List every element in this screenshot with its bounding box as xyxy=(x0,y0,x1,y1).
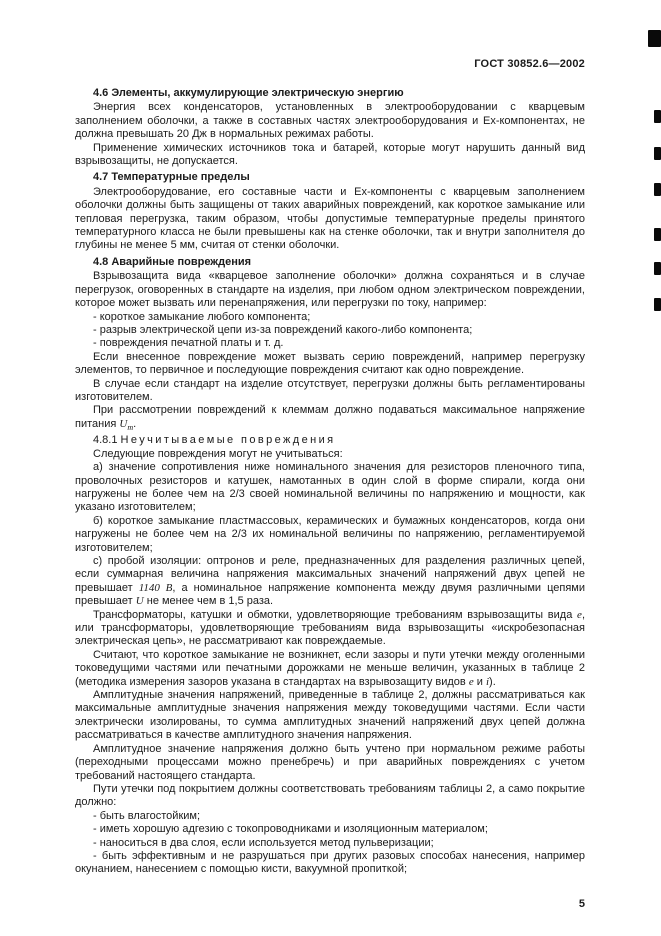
symbol-U: U xyxy=(119,417,128,430)
scan-artifact xyxy=(654,228,661,241)
heading-accumulating-elements: 4.6 Элементы, аккумулирующие электрическую энергию xyxy=(93,87,404,99)
list-item-moisture-resistant: - быть влагостойким; xyxy=(93,809,201,822)
list-item-two-layers: - наноситься в два слоя, если используется метод пульверизации; xyxy=(93,836,434,849)
subclause-title: Неучитываемые повреждения xyxy=(120,434,336,447)
value-1140v: 1140 В xyxy=(138,581,173,594)
text-run: и xyxy=(473,675,486,688)
page-header xyxy=(75,58,585,70)
para-quartz-protection: Взрывозащита вида «кварцевое заполнение оболочки» должна сохраняться и в случае перегрузок, оговоренных в стандарте на изделия, при любом одном электрическом повреждении, которое может вызвать или перенапряжения, или перегрузки по току, например: xyxy=(75,270,585,310)
heading-ignorable-damages xyxy=(75,434,585,447)
list-item-short-circuit: - короткое замыкание любого компонента; xyxy=(93,310,311,323)
para-temperature-limits: Электрооборудование, его составные части и Ex-компоненты с кварцевым заполнением оболочки должны быть защищены от таких аварийных повреждений, как короткое замыкание или тепловая перегрузка, таким образом, чтобы допустимые температурные пределы принятого температурного класса не были превышены как на стенке оболочки, так и внутри заполнителя до глубины не менее 5 мм, считая от стенки оболочки. xyxy=(75,185,585,252)
para-following-damages: Следующие повреждения могут не учитываться: xyxy=(93,447,343,460)
text-run: , или трансформаторы, удовлетворяющие требованиям вида взрывозащиты «искробезопасная электрическая цепь», не рассматривают как повреждаемые. xyxy=(75,608,585,648)
para-transformers xyxy=(75,609,585,649)
para-damage-series: Если внесенное повреждение может вызвать серию повреждений, например перегрузку элементов, то первичное и последующие повреждения считают как одно повреждение. xyxy=(75,350,585,377)
text-run: ). xyxy=(489,675,496,688)
text-run: . xyxy=(133,417,137,430)
page-number: 5 xyxy=(578,898,585,910)
subclause-number: 4.8.1 xyxy=(93,434,118,447)
symbol-e-italic: е xyxy=(468,675,474,688)
scan-artifact xyxy=(654,298,661,311)
symbol-e-italic: е xyxy=(577,608,582,621)
para-amplitude-values: Амплитудные значения напряжений, приведенные в таблице 2, должны рассматриваться как максимальные амплитудные значения напряжения между токоведущими частями. Если части электрически изолированы, то сумма амплитудных значений напряжений двух цепей должна рассматриваться в качестве амплитудного значения напряжения. xyxy=(75,689,585,742)
para-max-voltage xyxy=(75,404,585,434)
scan-artifact xyxy=(648,30,661,47)
item-c-insulation xyxy=(75,555,585,609)
scan-artifact xyxy=(654,183,661,196)
text-run: не менее чем в 1,5 раза. xyxy=(143,595,274,608)
text-run: с) пробой изоляции: оптронов и реле, предназначенных для разделения различных цепей, если суммарная величина напряжения максимальных значений напряжений двух цепей не превышает xyxy=(75,555,585,594)
page-footer xyxy=(579,898,585,910)
para-capacitor-energy: Энергия всех конденсаторов, установленных в электрооборудовании с кварцевым заполнением оболочки, а также в составных частях электрооборудования и Ex-компонентах, не должна превышать 20 Дж в нормальных режимах работы. xyxy=(75,101,585,141)
para-no-standard: В случае если стандарт на изделие отсутствует, перегрузки должны быть регламентированы изготовителем. xyxy=(75,377,585,403)
doc-number: ГОСТ 30852.6—2002 xyxy=(474,58,585,70)
symbol-U: U xyxy=(135,595,144,608)
text-run: , а номинальное напряжение компонента между двумя различными цепями превышает xyxy=(75,581,585,608)
scan-artifact xyxy=(654,147,661,160)
symbol-i-italic: i xyxy=(485,675,490,688)
document-content xyxy=(75,87,585,877)
list-item-pcb-damage: - повреждения печатной платы и т. д. xyxy=(93,337,284,350)
para-creepage-coating: Пути утечки под покрытием должны соответствовать требованиям таблицы 2, а само покрытие должно: xyxy=(75,782,585,809)
heading-temperature-limits: 4.7 Температурные пределы xyxy=(93,171,250,184)
heading-emergency-damage: 4.8 Аварийные повреждения xyxy=(93,255,252,268)
text-run: Трансформаторы, катушки и обмотки, удовлетворяющие требованиям взрывозащиты вида xyxy=(93,608,578,621)
para-chemical-sources: Применение химических источников тока и батарей, которые могут нарушить данный вид взрывозащиты, не допускается. xyxy=(75,141,585,168)
scan-artifact xyxy=(654,110,661,123)
list-item-effective-application: - быть эффективным и не разрушаться при других разовых способах нанесения, например окунанием, нанесением с помощью кисти, вакуумной пропиткой; xyxy=(75,849,585,876)
text-run: Считают, что короткое замыкание не возникнет, если зазоры и пути утечки между оголенными токоведущими частями или печатными дорожками не меньше величин, указанных в таблице 2 (методика измерения зазоров указана в стандартах на взрывозащиту видов xyxy=(75,648,585,688)
scan-artifact xyxy=(654,262,661,275)
item-a-resistors: а) значение сопротивления ниже номинального значения для резисторов пленочного типа, проволочных резисторов и катушек, намотанных в один слой в форме спирали, когда они нагружены не более чем на 2/3 своей номинальной величины по напряжению и мощности, как указано изготовителем; xyxy=(75,461,585,514)
list-item-adhesion: - иметь хорошую адгезию с токопроводниками и изоляционным материалом; xyxy=(93,823,488,836)
para-clearances xyxy=(75,649,585,689)
list-item-circuit-break: - разрыв электрической цепи из-за повреждений какого-либо компонента; xyxy=(93,323,473,336)
text-run: При рассмотрении повреждений к клеммам должно подаваться максимальное напряжение питания xyxy=(75,404,585,430)
subscript-m: m xyxy=(127,422,134,432)
item-b-capacitors: б) короткое замыкание пластмассовых, керамических и бумажных конденсаторов, когда они нагружены не более чем на 2/3 их номинальной величины по напряжению, регламентируемой изготовителем; xyxy=(75,514,585,554)
para-amplitude-account: Амплитудное значение напряжения должно быть учтено при нормальном режиме работы (переходными процессами можно пренебречь) и при аварийных повреждениях с учетом требований настоящего стандарта. xyxy=(75,742,585,782)
